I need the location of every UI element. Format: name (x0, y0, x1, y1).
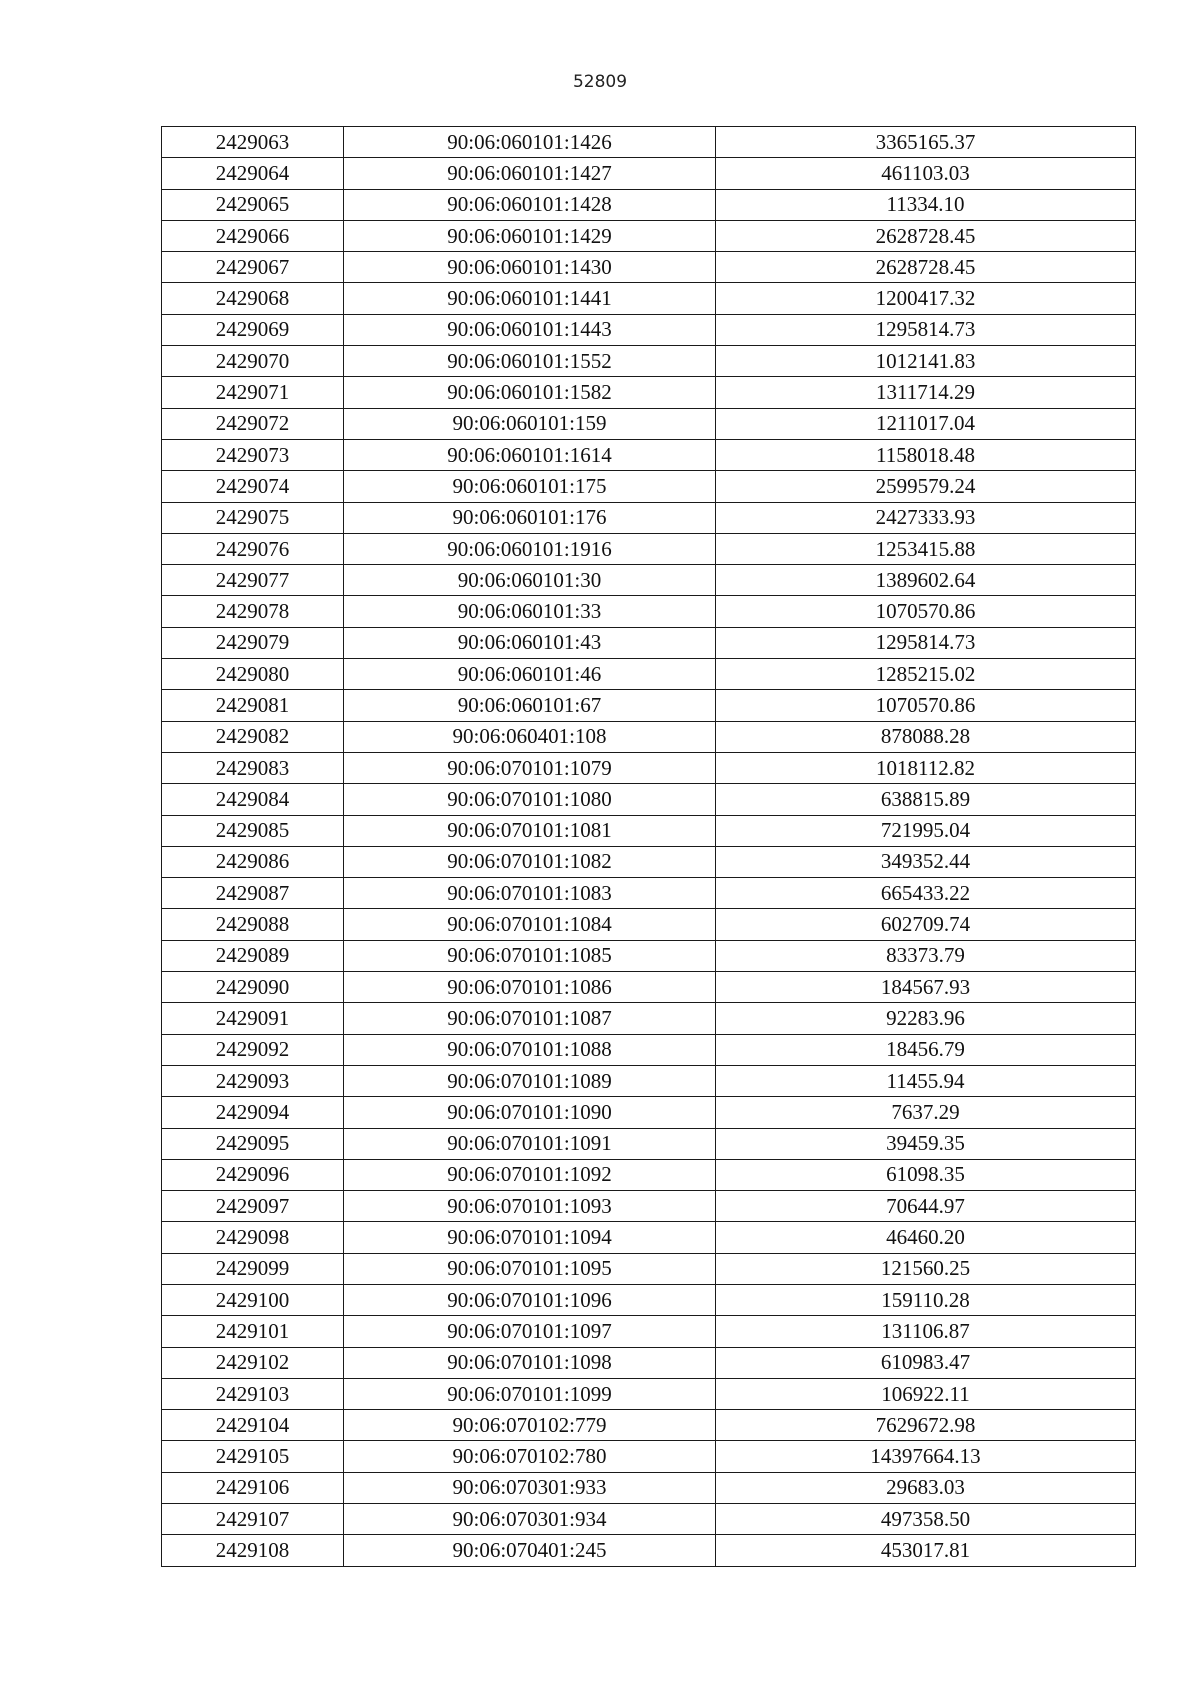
cadastral-number-cell: 90:06:060101:1916 (344, 533, 716, 564)
cadastral-number-cell: 90:06:070301:934 (344, 1504, 716, 1535)
table-row (162, 314, 1136, 345)
cadastral-value-cell: 721995.04 (716, 815, 1136, 846)
cadastral-number-cell: 90:06:060101:1443 (344, 314, 716, 345)
row-number-cell: 2429084 (162, 784, 344, 815)
row-number-cell: 2429096 (162, 1159, 344, 1190)
table-row (162, 721, 1136, 752)
row-number-cell: 2429064 (162, 158, 344, 189)
cadastral-number-cell: 90:06:060101:67 (344, 690, 716, 721)
row-number-cell: 2429082 (162, 721, 344, 752)
cadastral-value-cell: 1389602.64 (716, 565, 1136, 596)
row-number-cell: 2429106 (162, 1472, 344, 1503)
cadastral-number-cell: 90:06:060101:175 (344, 471, 716, 502)
cadastral-value-cell: 349352.44 (716, 846, 1136, 877)
row-number-cell: 2429079 (162, 627, 344, 658)
table-row (162, 878, 1136, 909)
cadastral-number-cell: 90:06:070101:1094 (344, 1222, 716, 1253)
cadastral-number-cell: 90:06:070101:1086 (344, 972, 716, 1003)
row-number-cell: 2429091 (162, 1003, 344, 1034)
row-number-cell: 2429086 (162, 846, 344, 877)
cadastral-value-table (161, 126, 1136, 1567)
cadastral-value-cell: 11455.94 (716, 1065, 1136, 1096)
table-row (162, 1034, 1136, 1065)
row-number-cell: 2429088 (162, 909, 344, 940)
cadastral-value-cell: 159110.28 (716, 1284, 1136, 1315)
cadastral-value-cell: 1070570.86 (716, 690, 1136, 721)
cadastral-number-cell: 90:06:070401:245 (344, 1535, 716, 1566)
cadastral-value-cell: 184567.93 (716, 972, 1136, 1003)
cadastral-value-cell: 1018112.82 (716, 752, 1136, 783)
table-row (162, 784, 1136, 815)
table-row (162, 1191, 1136, 1222)
table-row (162, 815, 1136, 846)
table-row (162, 596, 1136, 627)
cadastral-value-cell: 7637.29 (716, 1097, 1136, 1128)
row-number-cell: 2429070 (162, 346, 344, 377)
cadastral-value-cell: 497358.50 (716, 1504, 1136, 1535)
table-row (162, 1410, 1136, 1441)
table-row (162, 408, 1136, 439)
row-number-cell: 2429072 (162, 408, 344, 439)
cadastral-number-cell: 90:06:060101:1552 (344, 346, 716, 377)
cadastral-number-cell: 90:06:070101:1095 (344, 1253, 716, 1284)
row-number-cell: 2429092 (162, 1034, 344, 1065)
cadastral-value-cell: 1158018.48 (716, 439, 1136, 470)
cadastral-number-cell: 90:06:070101:1092 (344, 1159, 716, 1190)
row-number-cell: 2429077 (162, 565, 344, 596)
cadastral-number-cell: 90:06:060101:1428 (344, 189, 716, 220)
cadastral-number-cell: 90:06:070101:1093 (344, 1191, 716, 1222)
table-row (162, 1316, 1136, 1347)
cadastral-number-cell: 90:06:070301:933 (344, 1472, 716, 1503)
cadastral-value-cell: 106922.11 (716, 1378, 1136, 1409)
table-row (162, 533, 1136, 564)
cadastral-value-cell: 638815.89 (716, 784, 1136, 815)
cadastral-value-cell: 11334.10 (716, 189, 1136, 220)
row-number-cell: 2429090 (162, 972, 344, 1003)
cadastral-number-cell: 90:06:070101:1084 (344, 909, 716, 940)
row-number-cell: 2429105 (162, 1441, 344, 1472)
cadastral-value-cell: 665433.22 (716, 878, 1136, 909)
table-row (162, 1253, 1136, 1284)
row-number-cell: 2429083 (162, 752, 344, 783)
cadastral-number-cell: 90:06:070102:780 (344, 1441, 716, 1472)
table-row (162, 1284, 1136, 1315)
cadastral-number-cell: 90:06:070101:1097 (344, 1316, 716, 1347)
cadastral-value-cell: 92283.96 (716, 1003, 1136, 1034)
row-number-cell: 2429081 (162, 690, 344, 721)
cadastral-number-cell: 90:06:060101:46 (344, 659, 716, 690)
cadastral-value-cell: 610983.47 (716, 1347, 1136, 1378)
table-row (162, 846, 1136, 877)
cadastral-value-cell: 602709.74 (716, 909, 1136, 940)
cadastral-value-cell: 878088.28 (716, 721, 1136, 752)
cadastral-value-cell: 131106.87 (716, 1316, 1136, 1347)
cadastral-number-cell: 90:06:070101:1091 (344, 1128, 716, 1159)
row-number-cell: 2429066 (162, 220, 344, 251)
row-number-cell: 2429098 (162, 1222, 344, 1253)
cadastral-value-cell: 2599579.24 (716, 471, 1136, 502)
cadastral-value-cell: 7629672.98 (716, 1410, 1136, 1441)
table-row (162, 1472, 1136, 1503)
cadastral-number-cell: 90:06:060101:1427 (344, 158, 716, 189)
cadastral-number-cell: 90:06:060101:1614 (344, 439, 716, 470)
cadastral-number-cell: 90:06:060101:1426 (344, 127, 716, 158)
row-number-cell: 2429101 (162, 1316, 344, 1347)
cadastral-value-cell: 1295814.73 (716, 314, 1136, 345)
table-row (162, 1222, 1136, 1253)
cadastral-number-cell: 90:06:060101:1441 (344, 283, 716, 314)
cadastral-number-cell: 90:06:060401:108 (344, 721, 716, 752)
cadastral-number-cell: 90:06:070102:779 (344, 1410, 716, 1441)
cadastral-value-cell: 461103.03 (716, 158, 1136, 189)
row-number-cell: 2429100 (162, 1284, 344, 1315)
table-row (162, 565, 1136, 596)
cadastral-value-cell: 1295814.73 (716, 627, 1136, 658)
table-row (162, 909, 1136, 940)
row-number-cell: 2429080 (162, 659, 344, 690)
table-row (162, 377, 1136, 408)
cadastral-number-cell: 90:06:060101:1582 (344, 377, 716, 408)
cadastral-value-cell: 39459.35 (716, 1128, 1136, 1159)
cadastral-value-cell: 3365165.37 (716, 127, 1136, 158)
row-number-cell: 2429085 (162, 815, 344, 846)
cadastral-number-cell: 90:06:070101:1098 (344, 1347, 716, 1378)
cadastral-value-cell: 1311714.29 (716, 377, 1136, 408)
table-body (162, 127, 1136, 1567)
cadastral-value-cell: 1285215.02 (716, 659, 1136, 690)
row-number-cell: 2429089 (162, 940, 344, 971)
row-number-cell: 2429107 (162, 1504, 344, 1535)
table-row (162, 189, 1136, 220)
table-row (162, 627, 1136, 658)
cadastral-value-cell: 1200417.32 (716, 283, 1136, 314)
table-row (162, 1535, 1136, 1566)
cadastral-value-cell: 2427333.93 (716, 502, 1136, 533)
row-number-cell: 2429093 (162, 1065, 344, 1096)
table-row (162, 1378, 1136, 1409)
cadastral-number-cell: 90:06:070101:1080 (344, 784, 716, 815)
table-row (162, 252, 1136, 283)
table-row (162, 752, 1136, 783)
cadastral-value-cell: 121560.25 (716, 1253, 1136, 1284)
row-number-cell: 2429076 (162, 533, 344, 564)
row-number-cell: 2429068 (162, 283, 344, 314)
row-number-cell: 2429095 (162, 1128, 344, 1159)
row-number-cell: 2429108 (162, 1535, 344, 1566)
table-row (162, 1097, 1136, 1128)
table-row (162, 940, 1136, 971)
row-number-cell: 2429078 (162, 596, 344, 627)
row-number-cell: 2429094 (162, 1097, 344, 1128)
cadastral-number-cell: 90:06:070101:1081 (344, 815, 716, 846)
cadastral-value-cell: 1211017.04 (716, 408, 1136, 439)
cadastral-number-cell: 90:06:060101:176 (344, 502, 716, 533)
table-row (162, 502, 1136, 533)
row-number-cell: 2429099 (162, 1253, 344, 1284)
cadastral-number-cell: 90:06:060101:1429 (344, 220, 716, 251)
cadastral-number-cell: 90:06:070101:1099 (344, 1378, 716, 1409)
cadastral-value-cell: 29683.03 (716, 1472, 1136, 1503)
table-row (162, 659, 1136, 690)
table-row (162, 127, 1136, 158)
table-row (162, 1441, 1136, 1472)
cadastral-number-cell: 90:06:060101:33 (344, 596, 716, 627)
cadastral-value-cell: 1253415.88 (716, 533, 1136, 564)
cadastral-value-cell: 2628728.45 (716, 220, 1136, 251)
cadastral-number-cell: 90:06:070101:1096 (344, 1284, 716, 1315)
row-number-cell: 2429104 (162, 1410, 344, 1441)
cadastral-number-cell: 90:06:070101:1089 (344, 1065, 716, 1096)
row-number-cell: 2429073 (162, 439, 344, 470)
table-row (162, 1065, 1136, 1096)
row-number-cell: 2429097 (162, 1191, 344, 1222)
cadastral-number-cell: 90:06:070101:1090 (344, 1097, 716, 1128)
table-row (162, 972, 1136, 1003)
cadastral-number-cell: 90:06:070101:1085 (344, 940, 716, 971)
row-number-cell: 2429065 (162, 189, 344, 220)
row-number-cell: 2429103 (162, 1378, 344, 1409)
row-number-cell: 2429069 (162, 314, 344, 345)
cadastral-value-cell: 1012141.83 (716, 346, 1136, 377)
cadastral-value-cell: 453017.81 (716, 1535, 1136, 1566)
row-number-cell: 2429087 (162, 878, 344, 909)
row-number-cell: 2429102 (162, 1347, 344, 1378)
cadastral-number-cell: 90:06:060101:1430 (344, 252, 716, 283)
row-number-cell: 2429063 (162, 127, 344, 158)
table-row (162, 346, 1136, 377)
cadastral-value-cell: 2628728.45 (716, 252, 1136, 283)
cadastral-value-cell: 70644.97 (716, 1191, 1136, 1222)
table-row (162, 1159, 1136, 1190)
cadastral-number-cell: 90:06:070101:1083 (344, 878, 716, 909)
cadastral-value-cell: 46460.20 (716, 1222, 1136, 1253)
table-row (162, 439, 1136, 470)
cadastral-number-cell: 90:06:070101:1079 (344, 752, 716, 783)
cadastral-number-cell: 90:06:070101:1082 (344, 846, 716, 877)
cadastral-number-cell: 90:06:060101:43 (344, 627, 716, 658)
cadastral-value-cell: 14397664.13 (716, 1441, 1136, 1472)
table-row (162, 471, 1136, 502)
cadastral-number-cell: 90:06:060101:30 (344, 565, 716, 596)
table-row (162, 1003, 1136, 1034)
cadastral-number-cell: 90:06:070101:1087 (344, 1003, 716, 1034)
page-number: 52809 (572, 72, 628, 92)
cadastral-number-cell: 90:06:070101:1088 (344, 1034, 716, 1065)
row-number-cell: 2429075 (162, 502, 344, 533)
table-row (162, 220, 1136, 251)
cadastral-value-cell: 83373.79 (716, 940, 1136, 971)
cadastral-value-cell: 1070570.86 (716, 596, 1136, 627)
row-number-cell: 2429067 (162, 252, 344, 283)
table-row (162, 1504, 1136, 1535)
table-row (162, 283, 1136, 314)
table-row (162, 158, 1136, 189)
cadastral-value-cell: 61098.35 (716, 1159, 1136, 1190)
cadastral-number-cell: 90:06:060101:159 (344, 408, 716, 439)
table-row (162, 1128, 1136, 1159)
table-row (162, 1347, 1136, 1378)
row-number-cell: 2429071 (162, 377, 344, 408)
cadastral-value-cell: 18456.79 (716, 1034, 1136, 1065)
row-number-cell: 2429074 (162, 471, 344, 502)
table-row (162, 690, 1136, 721)
